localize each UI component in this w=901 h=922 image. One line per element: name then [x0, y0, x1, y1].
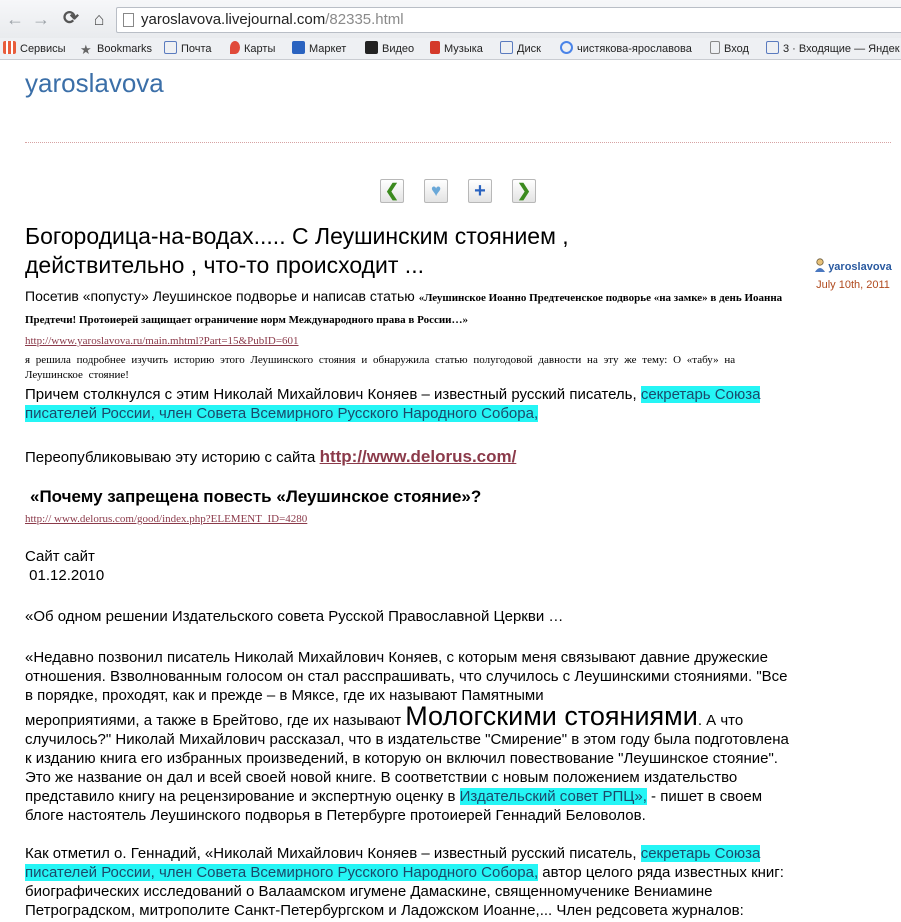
- map-pin-icon: [230, 41, 240, 54]
- bookmark-item[interactable]: Диск: [500, 41, 541, 57]
- google-icon: [560, 41, 573, 54]
- link-delorus[interactable]: http://www.delorus.com/: [319, 447, 517, 466]
- back-arrow-icon[interactable]: ←: [6, 9, 24, 29]
- author-link[interactable]: yaroslavova: [808, 258, 898, 273]
- repost-paragraph: Переопубликовываю эту историю с сайта http://www.delorus.com/: [25, 447, 517, 466]
- video-icon: [365, 41, 378, 54]
- cart-icon: [292, 41, 305, 54]
- article-title: «Леушинское Иоанно Предтеченское подворье «на замке» в день Иоанна Предтечи! Протоиерей защищает ограничение норм Международного права в России…»: [25, 292, 783, 326]
- subheading: «Почему запрещена повесть «Леушинское стояние»?: [30, 487, 482, 506]
- next-entry-icon[interactable]: ❯: [512, 179, 536, 203]
- konyaev-paragraph: Причем столкнулся с этим Николай Михайлович Коняев – известный русский писатель, секретарь Союза писателей России, член Совета Всемирного Русского Народного Собора,: [25, 386, 761, 422]
- post-title: Богородица-на-водах..... С Леушинским стоянием , действительно , что-то происходит ...: [25, 223, 569, 278]
- user-icon: [814, 258, 826, 272]
- page-icon: [123, 13, 134, 27]
- forward-arrow-icon[interactable]: →: [32, 9, 50, 29]
- bookmark-item[interactable]: ★ Bookmarks: [80, 42, 153, 57]
- highlight-text: секретарь Союза писателей России, член Совета Всемирного Русского Народного Собора,: [25, 845, 761, 881]
- browser-toolbar: [0, 0, 901, 38]
- bookmark-item[interactable]: Музыка: [430, 41, 483, 57]
- bookmark-item[interactable]: Видео: [365, 41, 414, 57]
- link-yaroslavova[interactable]: http://www.yaroslavova.ru/main.mhtml?Part=15&PubID=601: [25, 335, 299, 347]
- mail-icon: [164, 41, 177, 54]
- reload-icon[interactable]: ⟳: [63, 8, 79, 29]
- star-icon: ★: [80, 42, 92, 57]
- header-divider: [25, 142, 891, 143]
- body-paragraph-b: мероприятиями, а также в Брейтово, где их называют Мологскими стояниями. А что случилось?" Николай Михайлович рассказал, что в издательстве "Смирение" в этом году была подготовлена к изданию книга его избранных произведений, в которую он включил повествование "Леушинское стояние". Это же название он дал и всей своей новой книге. В соответствии с новым положением издательство представило книгу на рецензирование и экспертную оценку в Издательский совет РПЦ», - пишет в своем блоге настоятель Леушинского подворья в Петербурге протоиерей Геннадий Беловолов.: [25, 701, 789, 824]
- music-icon: [430, 41, 440, 54]
- highlight-text: Издательский совет РПЦ»,: [459, 788, 647, 805]
- page-icon: [710, 41, 720, 54]
- site-label: Сайт сайт: [25, 548, 95, 565]
- url-host: yaroslavova.livejournal.com: [141, 11, 326, 28]
- bookmark-item[interactable]: Вход: [710, 41, 749, 57]
- quote-line: «Об одном решении Издательского совета Русской Православной Церкви …: [25, 608, 564, 625]
- bookmarks-bar: [0, 38, 901, 60]
- add-icon[interactable]: +: [468, 179, 492, 203]
- lead-paragraph: Посетив «попусту» Леушинское подворье и написав статью «Леушинское Иоанно Предтеченское подворье «на замке» в день Иоанна Предтечи! Протоиерей защищает ограничение норм Международного права в России…»: [25, 288, 783, 326]
- site-title[interactable]: yaroslavova: [25, 68, 164, 98]
- post-date: July 10th, 2011: [816, 279, 890, 291]
- large-text: Мологскими стояниями: [405, 701, 698, 731]
- article-date: 01.12.2010: [25, 567, 105, 584]
- bookmark-item[interactable]: Сервисы: [3, 41, 66, 57]
- post-content: [25, 286, 795, 920]
- url-path: /82335.html: [325, 11, 404, 28]
- memory-heart-icon[interactable]: ♥: [424, 179, 448, 203]
- mail-icon: [766, 41, 779, 54]
- bookmark-item[interactable]: Почта: [164, 41, 212, 57]
- bookmark-item[interactable]: Маркет: [292, 41, 346, 57]
- bookmark-item[interactable]: 3 · Входящие — Яндек: [766, 41, 900, 57]
- body-paragraph-a: «Недавно позвонил писатель Николай Михайлович Коняев, с которым меня связывают давние дружеские отношения. Взволнованным голосом он стал расспрашивать, что случилось с Леушинскими стояниями. "Все в порядке, проходят, как и прежде – в Мяксе, где их называют Памятными: [25, 649, 788, 704]
- small-paragraph: я решила подробнее изучить историю этого Леушинского стояния и обнаружила статью полугодовой давности на эту же тему: О «табу» на Леушинское стояние!: [25, 354, 736, 381]
- author-box: [808, 258, 898, 291]
- disk-icon: [500, 41, 513, 54]
- home-icon[interactable]: ⌂: [93, 9, 105, 29]
- body-paragraph-c: Как отметил о. Геннадий, «Николай Михайлович Коняев – известный русский писатель, секретарь Союза писателей России, член Совета Всемирного Русского Народного Собора, автор целого ряда известных книг: биографических исследований о Валаамском игумене Дамаскине, священномученике Вениамине Петроградском, митрополите Санкт-Петербургском и Ладожском Иоанне,... Член редсовета журналов:: [25, 845, 784, 919]
- apps-grid-icon: [3, 41, 16, 54]
- link-delorus-article[interactable]: http:// www.delorus.com/good/index.php?ELEMENT_ID=4280: [25, 513, 308, 525]
- highlight-text: секретарь Союза писателей России, член Совета Всемирного Русского Народного Собора,: [25, 386, 761, 422]
- bookmark-item[interactable]: Карты: [230, 41, 275, 57]
- address-bar[interactable]: [116, 7, 901, 33]
- bookmark-item[interactable]: чистякова-ярославова: [560, 41, 692, 57]
- prev-entry-icon[interactable]: ❮: [380, 179, 404, 203]
